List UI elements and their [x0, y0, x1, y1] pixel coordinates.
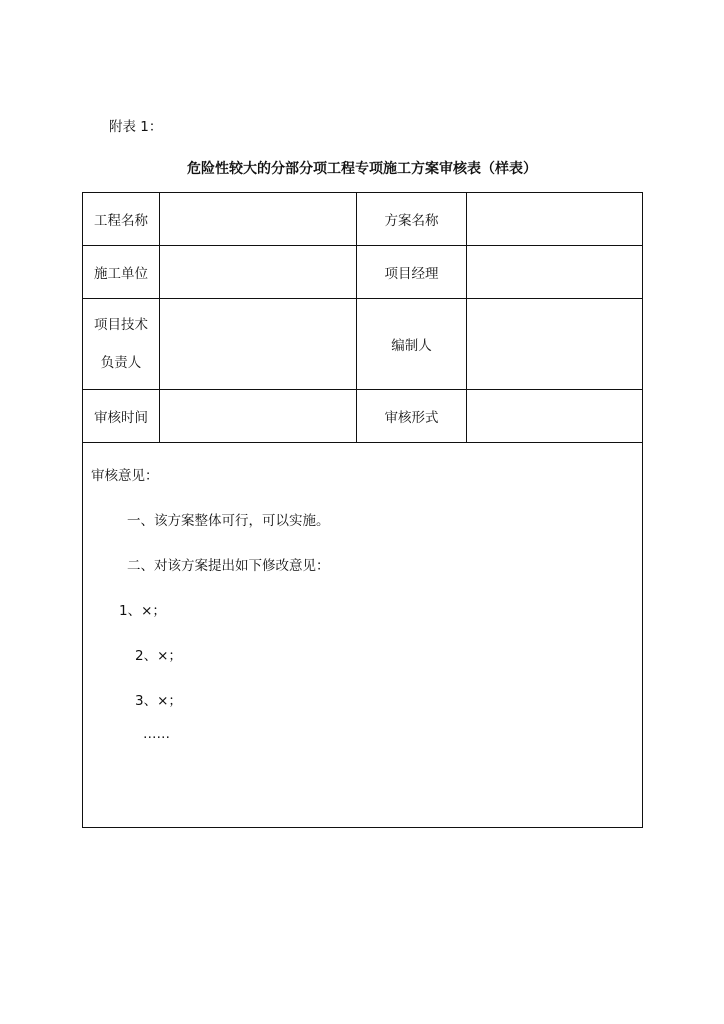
table-row — [83, 299, 643, 390]
plan-name-field[interactable] — [467, 193, 643, 246]
technical-lead-label — [83, 299, 160, 390]
technical-lead-field[interactable] — [160, 299, 357, 390]
document-title: 危险性较大的分部分项工程专项施工方案审核表（样表） — [187, 161, 537, 177]
opinion-item-3: 3、×； — [135, 693, 182, 709]
review-opinion-cell[interactable] — [83, 443, 643, 828]
opinion-ellipsis: …… — [143, 726, 170, 742]
review-form-label: 审核形式 — [357, 390, 467, 443]
author-label: 编制人 — [357, 299, 467, 390]
review-time-label: 审核时间 — [83, 390, 160, 443]
construction-unit-field[interactable] — [160, 246, 357, 299]
opinion-line-revisions: 二、对该方案提出如下修改意见： — [127, 558, 330, 574]
review-table — [82, 192, 643, 828]
opinion-row — [83, 443, 643, 828]
table-row — [83, 390, 643, 443]
project-manager-field[interactable] — [467, 246, 643, 299]
table-row — [83, 193, 643, 246]
opinion-item-1: 1、×； — [119, 603, 166, 619]
project-name-field[interactable] — [160, 193, 357, 246]
attachment-label: 附表 1： — [109, 119, 163, 135]
technical-lead-label-line2: 负责人 — [100, 355, 142, 371]
review-time-field[interactable] — [160, 390, 357, 443]
project-manager-label: 项目经理 — [357, 246, 467, 299]
opinion-line-approve: 一、该方案整体可行，可以实施。 — [127, 513, 330, 529]
project-name-label: 工程名称 — [83, 193, 160, 246]
author-field[interactable] — [467, 299, 643, 390]
plan-name-label: 方案名称 — [357, 193, 467, 246]
review-form-field[interactable] — [467, 390, 643, 443]
table-row — [83, 246, 643, 299]
technical-lead-label-line1: 项目技术 — [94, 317, 148, 333]
construction-unit-label: 施工单位 — [83, 246, 160, 299]
opinion-heading: 审核意见： — [91, 468, 159, 484]
opinion-item-2: 2、×； — [135, 648, 182, 664]
